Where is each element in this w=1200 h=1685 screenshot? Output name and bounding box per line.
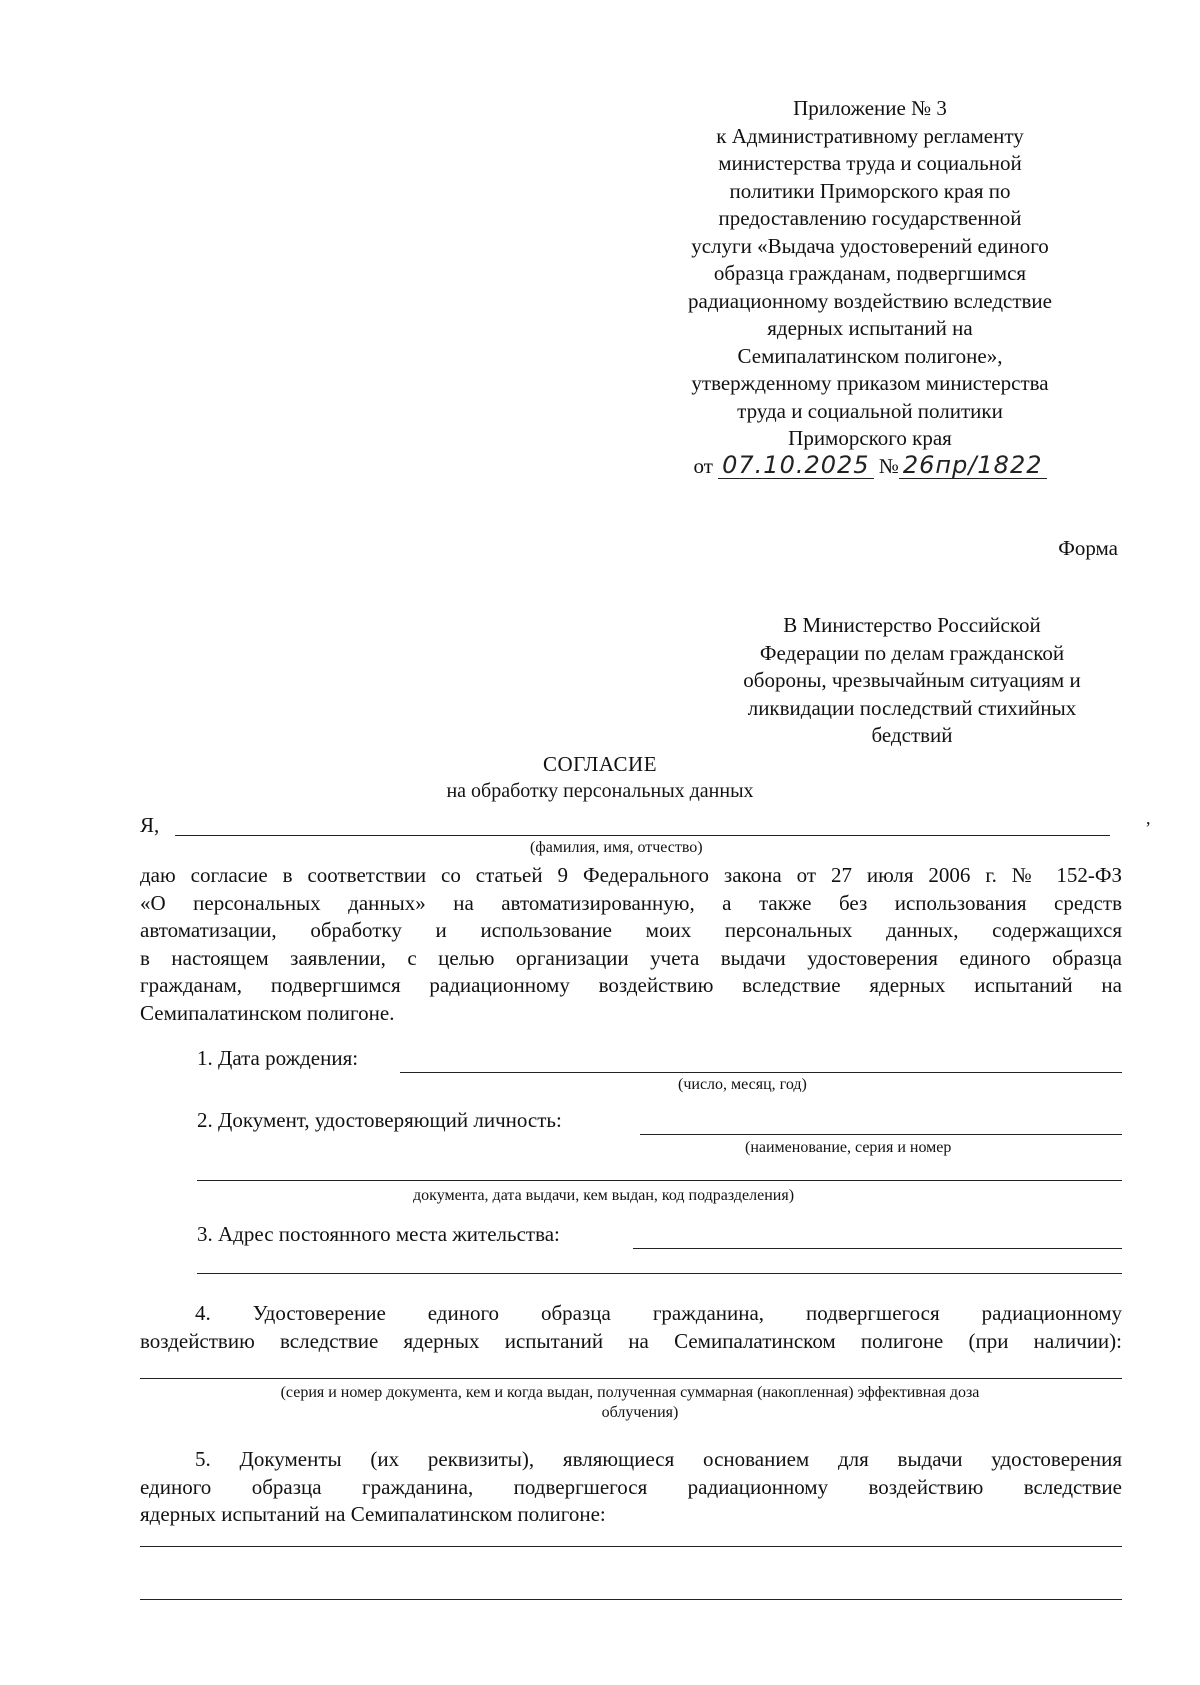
- appendix-line: Приморского края: [788, 426, 952, 450]
- appendix-line: ядерных испытаний на: [767, 316, 973, 340]
- identity-doc-field-2[interactable]: [197, 1180, 1122, 1181]
- consent-line: гражданам, подвергшимся радиационному воздействию вследствие ядерных испытаний на: [140, 973, 1122, 997]
- consent-line: даю согласие в соответствии со статьей 9 Федерального закона от 27 июля 2006 г. № 152-ФЗ: [140, 863, 1122, 887]
- order-date-underline: [718, 450, 873, 479]
- identity-doc-field[interactable]: [640, 1134, 1122, 1135]
- order-date-number: [655, 450, 1085, 483]
- appendix-line: образца гражданам, подвергшимся: [713, 261, 1027, 285]
- order-number: 26пр/1822: [902, 450, 1043, 479]
- order-number-underline: [899, 450, 1047, 479]
- documents-field-2[interactable]: [140, 1599, 1122, 1600]
- consent-paragraph: [140, 862, 1122, 1027]
- certificate-field[interactable]: [140, 1378, 1122, 1379]
- appendix-line: предоставлению государственной: [718, 206, 1022, 230]
- identity-doc-label: 2. Документ, удостоверяющий личность:: [197, 1108, 562, 1132]
- certificate-line: воздействию вследствие ядерных испытаний на Семипалатинском полигоне (при наличии):: [140, 1328, 1122, 1353]
- address-field[interactable]: [633, 1248, 1122, 1249]
- full-name-caption: (фамилия, имя, отчество): [530, 839, 703, 856]
- appendix-line: политики Приморского края по: [729, 178, 1011, 203]
- documents-line: 5. Документы (их реквизиты), являющиеся основанием для выдачи удостоверения: [195, 1447, 1122, 1471]
- appendix-header: [655, 95, 1085, 483]
- form-label: Форма: [1058, 536, 1118, 560]
- certificate-caption-1: (серия и номер документа, кем и когда выдан, полученная суммарная (накопленная) эффективная доза: [280, 1384, 980, 1401]
- appendix-line: министерства труда и социальной: [718, 151, 1022, 175]
- document-title: СОГЛАСИЕ: [542, 752, 658, 776]
- identity-doc-caption-1: (наименование, серия и номер: [745, 1139, 952, 1156]
- recipient-line: В Министерство Российской: [783, 613, 1041, 637]
- documents-line: единого образца гражданина, подвергшегося радиационному воздействию вследствие: [140, 1474, 1122, 1499]
- document-subtitle: на обработку персональных данных: [446, 780, 754, 802]
- appendix-line: Семипалатинском полигоне»,: [737, 343, 1003, 368]
- full-name-field[interactable]: [175, 835, 1110, 836]
- appendix-line: Приложение № 3: [793, 96, 947, 120]
- documents-field-1[interactable]: [140, 1546, 1122, 1547]
- consent-line: «О персональных данных» на автоматизированную, а также без использования средств: [140, 890, 1122, 915]
- ya-label: Я,: [140, 813, 160, 837]
- appendix-line: к Административному регламенту: [716, 123, 1024, 148]
- appendix-line: труда и социальной политики: [737, 398, 1003, 423]
- recipient-line: обороны, чрезвычайным ситуациям и: [743, 668, 1081, 692]
- order-date: 07.10.2025: [722, 450, 870, 479]
- birth-date-field[interactable]: [400, 1072, 1122, 1073]
- documents-line: ядерных испытаний на Семипалатинском полигоне:: [140, 1502, 606, 1526]
- recipient-line: Федерации по делам гражданской: [759, 640, 1065, 665]
- ot-label: от: [693, 453, 713, 478]
- recipient-block: [712, 612, 1112, 750]
- documents-paragraph: [140, 1446, 1122, 1529]
- address-field-2[interactable]: [197, 1273, 1122, 1274]
- consent-line: Семипалатинском полигоне.: [140, 1000, 395, 1025]
- birth-date-label: 1. Дата рождения:: [197, 1046, 359, 1070]
- birth-date-caption: (число, месяц, год): [678, 1076, 807, 1093]
- consent-line: в настоящем заявлении, с целью организации учета выдачи удостоверения единого образца: [140, 945, 1122, 970]
- certificate-paragraph: [140, 1300, 1122, 1355]
- consent-line: автоматизации, обработку и использование моих персональных данных, содержащихся: [140, 918, 1122, 942]
- appendix-line: радиационному воздействию вследствие: [688, 288, 1052, 313]
- appendix-line: услуги «Выдача удостоверений единого: [691, 233, 1049, 258]
- certificate-line: 4. Удостоверение единого образца гражданина, подвергшегося радиационному: [195, 1301, 1122, 1325]
- identity-doc-caption-2: документа, дата выдачи, кем выдан, код подразделения): [413, 1187, 795, 1204]
- ya-comma: ,: [1146, 808, 1151, 828]
- recipient-line: бедствий: [871, 723, 953, 747]
- number-label: №: [878, 453, 899, 478]
- appendix-line: утвержденному приказом министерства: [691, 371, 1049, 395]
- recipient-line: ликвидации последствий стихийных: [747, 695, 1077, 720]
- address-label: 3. Адрес постоянного места жительства:: [197, 1222, 560, 1246]
- certificate-caption-2: облучения): [601, 1404, 679, 1421]
